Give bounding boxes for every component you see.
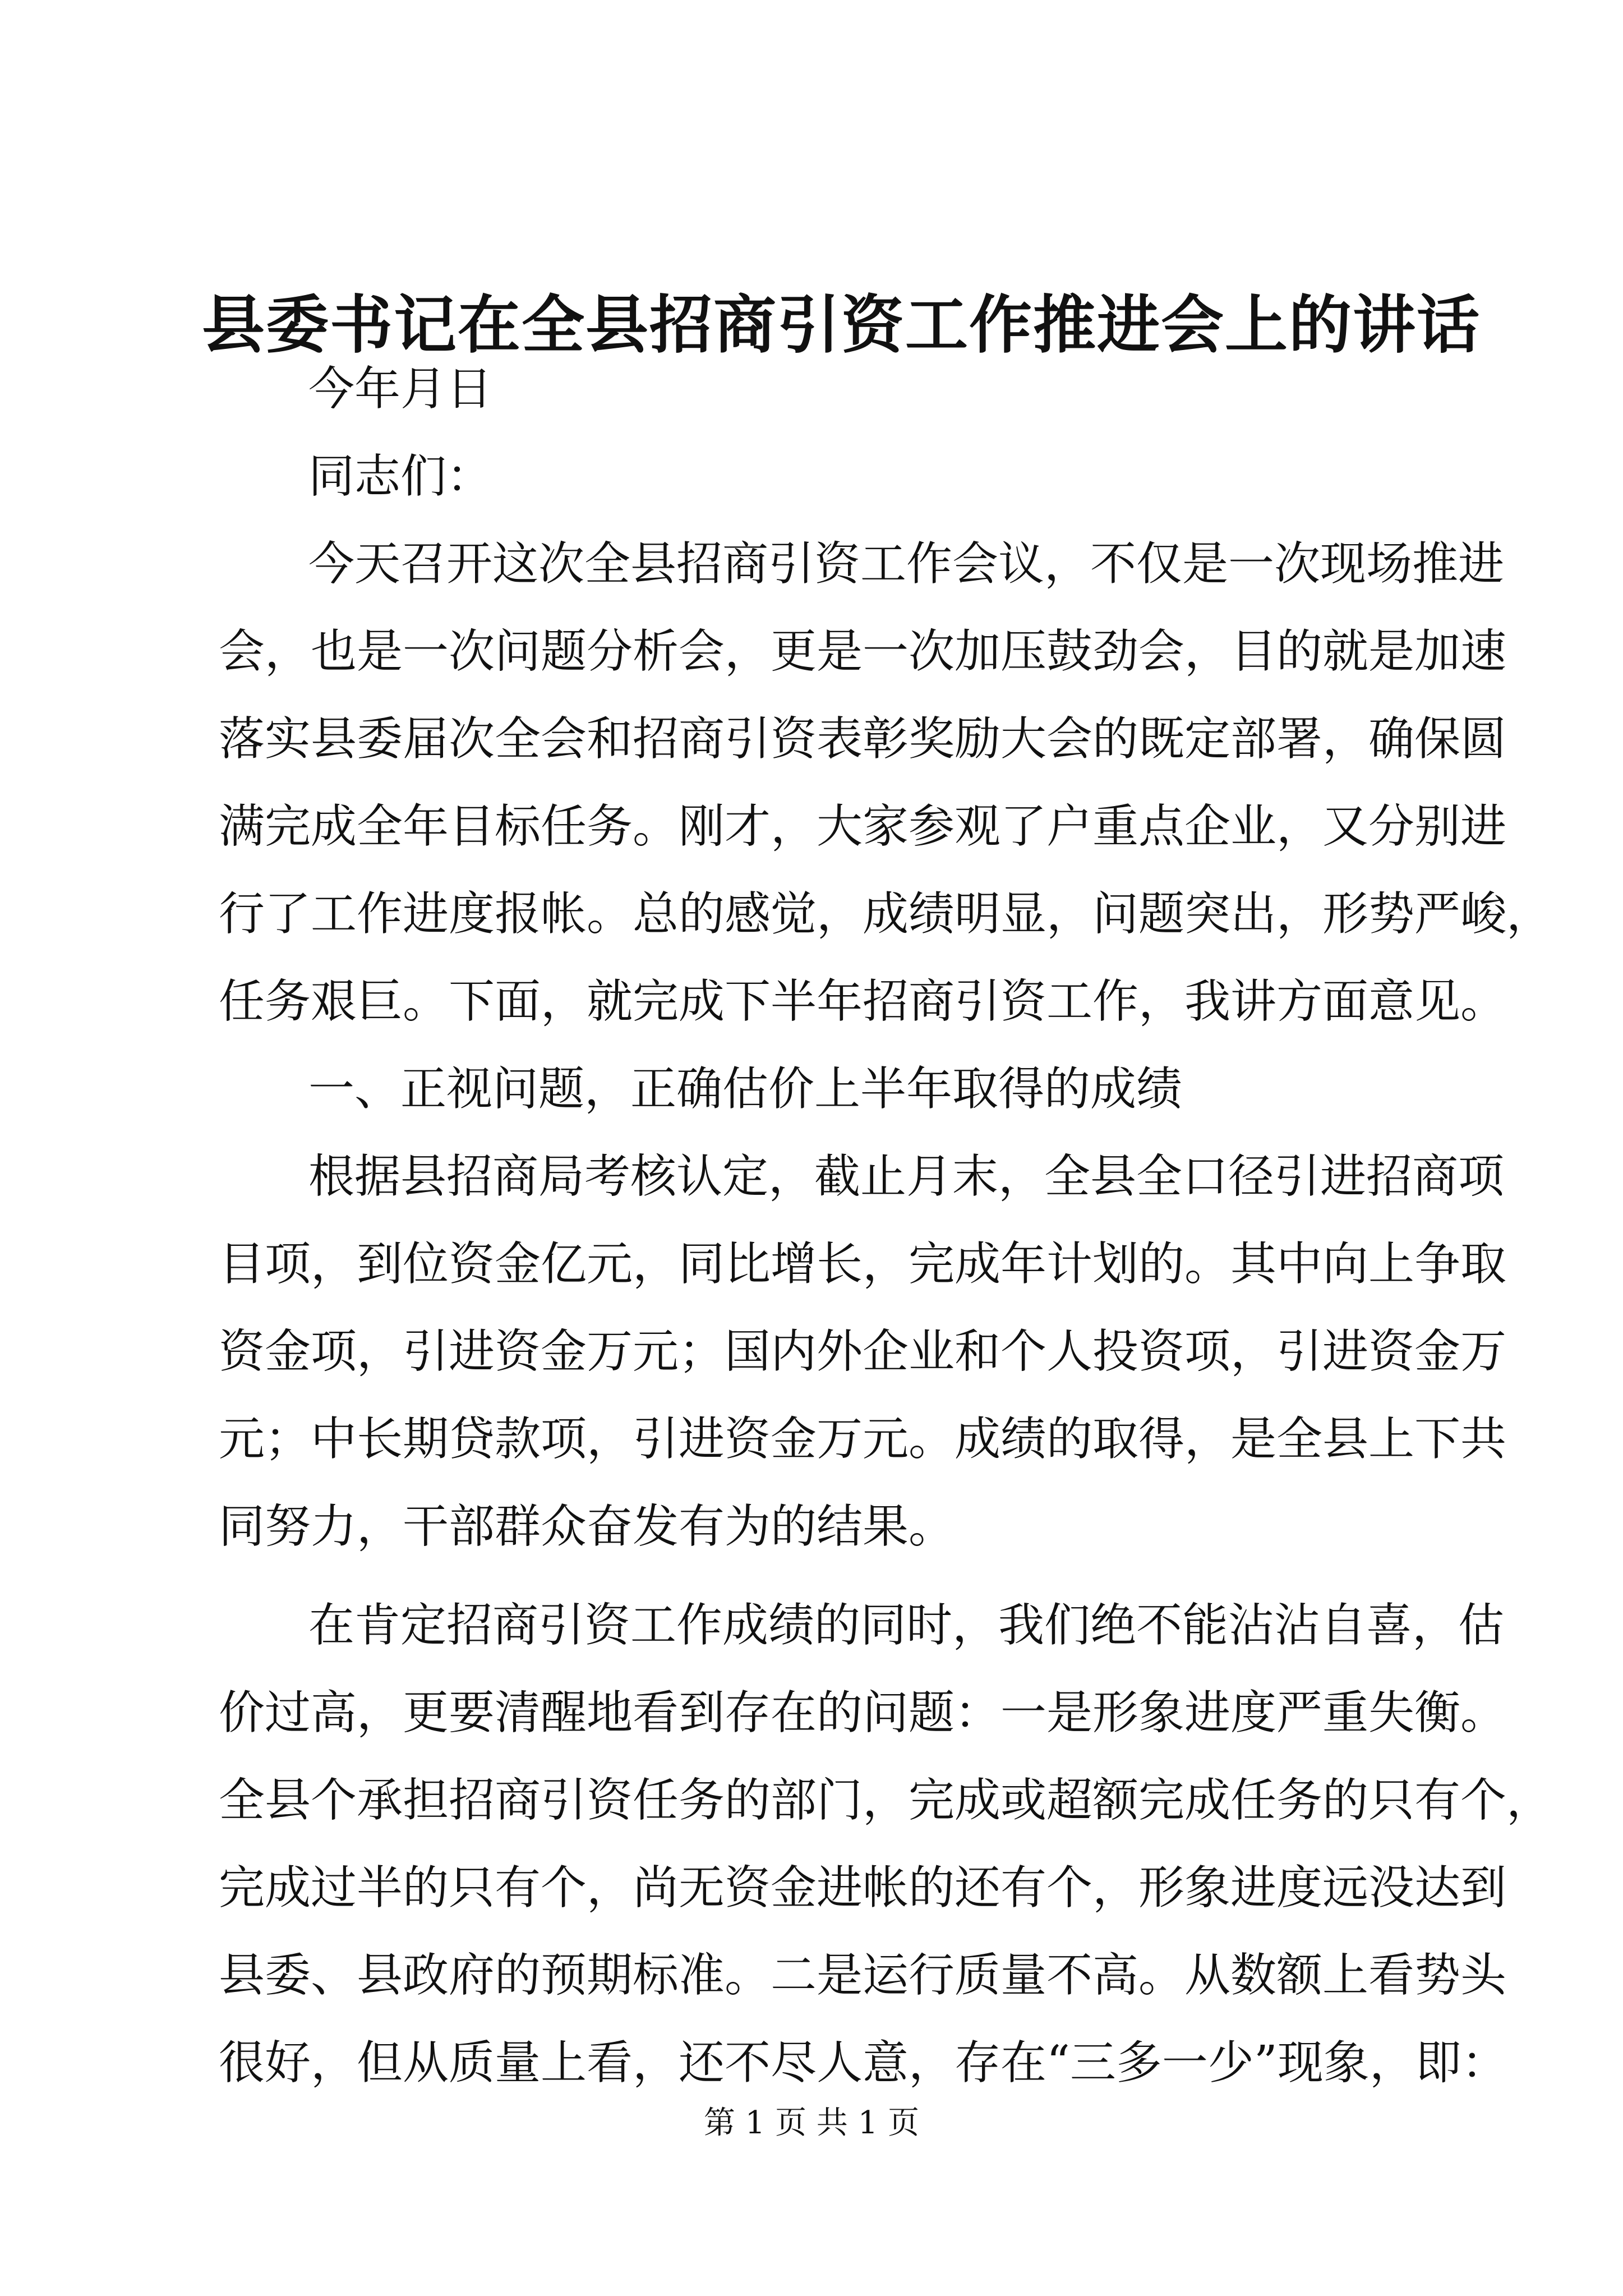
document-body [219, 346, 1553, 2107]
paragraph-line: 任务艰巨。下面，就完成下半年招商引资工作，我讲方面意见。 [219, 975, 1507, 1028]
paragraph-line: 落实县委届次全会和招商引资表彰奖励大会的既定部署，确保圆 [219, 712, 1507, 766]
paragraph-line: 资金项，引进资金万元；国内外企业和个人投资项，引进资金万 [219, 1325, 1507, 1378]
paragraph-line: 元；中长期贷款项，引进资金万元。成绩的取得，是全县上下共 [219, 1412, 1507, 1466]
paragraph-line: 县委、县政府的预期标准。二是运行质量不高。从数额上看势头 [219, 1949, 1507, 2002]
paragraph-line: 同努力，干部群众奋发有为的结果。 [219, 1500, 955, 1553]
salutation: 同志们： [308, 450, 493, 503]
paragraph-line: 目项，到位资金亿元，同比增长，完成年计划的。其中向上争取 [219, 1237, 1507, 1291]
paragraph-line: 根据县招商局考核认定，截止月末，全县全口径引进招商项 [308, 1150, 1505, 1203]
paragraph-line: 完成过半的只有个，尚无资金进帐的还有个，形象进度远没达到 [219, 1861, 1507, 1915]
paragraph-line: 价过高，更要清醒地看到存在的问题：一是形象进度严重失衡。 [219, 1686, 1507, 1740]
paragraph-line: 很好，但从质量上看，还不尽人意，存在“三多一少”现象，即： [219, 2036, 1507, 2090]
section-heading: 一、正视问题，正确估价上半年取得的成绩 [308, 1062, 1183, 1116]
date-line: 今年月日 [308, 362, 493, 416]
paragraph-line: 全县个承担招商引资任务的部门，完成或超额完成任务的只有个， [219, 1774, 1553, 1827]
document-title: 县委书记在全县招商引资工作推进会上的讲话 [202, 288, 1481, 362]
paragraph-line: 在肯定招商引资工作成绩的同时，我们绝不能沾沾自喜，估 [308, 1599, 1505, 1652]
paragraph-line: 今天召开这次全县招商引资工作会议，不仅是一次现场推进 [308, 537, 1505, 591]
paragraph-line: 行了工作进度报帐。总的感觉，成绩明显，问题突出，形势严峻， [219, 887, 1553, 941]
paragraph-line: 会，也是一次问题分析会，更是一次加压鼓劲会，目的就是加速 [219, 625, 1507, 678]
paragraph-line: 满完成全年目标任务。刚才，大家参观了户重点企业，又分别进 [219, 800, 1507, 853]
page-footer: 第 1 页 共 1 页 [703, 2105, 920, 2141]
